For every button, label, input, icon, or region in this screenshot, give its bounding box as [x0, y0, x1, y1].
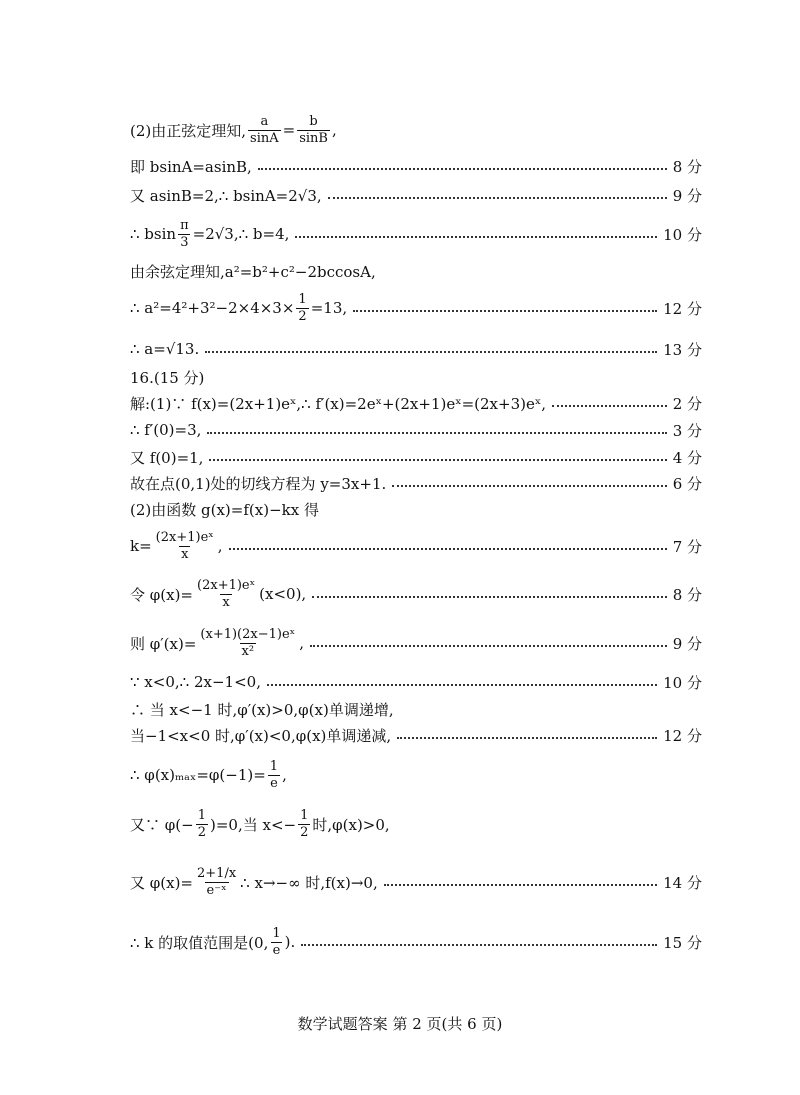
line-text: ∴ a²=4²+3²−2×4×3× $\frac{1}{2}$ =13,	[130, 291, 348, 324]
solution-line	[130, 290, 702, 326]
line-text: (2)由函数 g(x)=f(x)−kx 得	[130, 500, 319, 519]
line-text: 解:(1)∵ f(x)=(2x+1)eˣ,∴ f′(x)=2eˣ+(2x+1)eˣ=(2x+3)eˣ,	[130, 394, 546, 413]
line-text: 由余弦定理知,a²=b²+c²−2bccosA,	[130, 262, 376, 281]
leader-dots	[328, 197, 667, 199]
fraction: $\frac{\text{(2x+1)eˣ}}{x}$	[197, 577, 256, 610]
leader-dots	[295, 236, 657, 238]
leader-dots	[384, 884, 657, 886]
solution-line	[130, 526, 702, 566]
line-text: ∴ φ(x)ₘₐₓ=φ(−1)= $\frac{1}{e}$ ,	[130, 758, 287, 791]
score-label: 12 分	[663, 726, 702, 745]
fraction: $\frac{a}{\sin A}$	[250, 113, 279, 146]
leader-dots	[207, 432, 666, 434]
score-label: 10 分	[663, 673, 702, 692]
score-label: 7 分	[672, 537, 702, 556]
leader-dots	[310, 645, 667, 647]
score-label: 14 分	[663, 873, 702, 892]
solution-line	[130, 419, 702, 441]
line-text: 当−1<x<0 时,φ′(x)<0,φ(x)单调递减,	[130, 726, 392, 745]
solution-line	[130, 671, 702, 693]
line-text: 故在点(0,1)处的切线方程为 y=3x+1.	[130, 474, 387, 493]
solution-line	[130, 446, 702, 468]
fraction: $\frac{\text{(2x+1)eˣ}}{x}$	[155, 529, 214, 562]
solution-line	[130, 698, 702, 720]
leader-dots	[209, 459, 666, 461]
score-label: 6 分	[672, 474, 702, 493]
solution-line	[130, 184, 702, 206]
line-text: 又∵ φ(− $\frac{1}{2}$ )=0,当 x<− $\frac{1}{2}$ 时,φ(x)>0,	[130, 807, 390, 840]
fraction: $\frac{\pi}{3}$	[180, 217, 189, 250]
line-text: ∴ f′(0)=3,	[130, 421, 202, 439]
leader-dots	[397, 737, 657, 739]
score-label: 10 分	[663, 225, 702, 244]
leader-dots	[205, 351, 657, 353]
solution-line	[130, 155, 702, 177]
line-text: ∴ a=√13.	[130, 340, 200, 358]
score-label: 13 分	[663, 340, 702, 359]
score-label: 4 分	[672, 448, 702, 467]
solution-line	[130, 216, 702, 252]
line-text: ∴ k 的取值范围是(0, $\frac{1}{e}$ ).	[130, 925, 296, 958]
solution-line	[130, 498, 702, 520]
fraction: $\frac{\text{(x+1)(2x−1)eˣ}}{\text{x²}}$	[200, 626, 296, 659]
fraction: $\frac{b}{\sin B}$	[299, 113, 328, 146]
leader-dots	[301, 944, 657, 946]
score-label: 8 分	[672, 157, 702, 176]
page-footer: 数学试题答案 第 2 页(共 6 页)	[297, 1015, 503, 1033]
solution-line	[130, 337, 702, 361]
line-text: k= $\frac{\text{(2x+1)eˣ}}{x}$ ,	[130, 529, 223, 562]
score-label: 2 分	[672, 394, 702, 413]
line-text: 又 φ(x)= $\frac{2+1/x}{\text{e⁻ˣ}}$ ∴ x→−∞ 时,f(x)→0,	[130, 865, 378, 898]
leader-dots	[552, 405, 667, 407]
solution-line	[130, 472, 702, 494]
leader-dots	[229, 548, 667, 550]
leader-dots	[312, 596, 667, 598]
line-text: 16.(15 分)	[130, 368, 205, 387]
score-label: 8 分	[672, 585, 702, 604]
fraction: $\frac{1}{e}$	[272, 925, 281, 958]
line-text: ∴ bsin $\frac{\pi}{3}$ =2√3,∴ b=4,	[130, 217, 290, 250]
line-text: 则 φ′(x)= $\frac{\text{(x+1)(2x−1)eˣ}}{\text{x²}}$ ,	[130, 626, 304, 659]
score-label: 15 分	[663, 933, 702, 952]
solution-line	[130, 392, 702, 414]
score-label: 12 分	[663, 299, 702, 318]
line-text: 又 f(0)=1,	[130, 448, 204, 467]
solution-line	[130, 922, 702, 962]
line-text: 令 φ(x)= $\frac{\text{(2x+1)eˣ}}{x}$ (x<0),	[130, 577, 307, 610]
solution-line	[130, 622, 702, 664]
leader-dots	[267, 684, 657, 686]
leader-dots	[258, 168, 667, 170]
question-heading	[130, 366, 702, 388]
line-text: ∴ 当 x<−1 时,φ′(x)>0,φ(x)单调递增,	[130, 700, 394, 719]
leader-dots	[392, 485, 666, 487]
score-label: 3 分	[672, 421, 702, 440]
fraction: $\frac{2+1/x}{\text{e⁻ˣ}}$	[197, 865, 237, 898]
score-label: 9 分	[672, 634, 702, 653]
solution-line	[130, 804, 702, 844]
solution-line	[130, 755, 702, 795]
solution-line	[130, 574, 702, 614]
leader-dots	[353, 310, 657, 312]
line-text: 即 bsinA=asinB,	[130, 157, 252, 176]
line-text: ∵ x<0,∴ 2x−1<0,	[130, 673, 261, 691]
fraction: $\frac{1}{e}$	[269, 758, 279, 791]
solution-line	[130, 260, 702, 282]
solution-line	[130, 724, 702, 746]
score-label: 9 分	[672, 186, 702, 205]
fraction: $\frac{1}{2}$	[300, 807, 309, 840]
line-text: (2)由正弦定理知, $\frac{a}{\sin A}$ = $\frac{b}{\sin B}$ ,	[130, 113, 337, 146]
fraction: $\frac{1}{2}$	[197, 807, 206, 840]
fraction: $\frac{1}{2}$	[298, 291, 307, 324]
solution-line	[130, 852, 702, 912]
solution-line	[130, 112, 702, 148]
line-text: 又 asinB=2,∴ bsinA=2√3,	[130, 186, 322, 205]
